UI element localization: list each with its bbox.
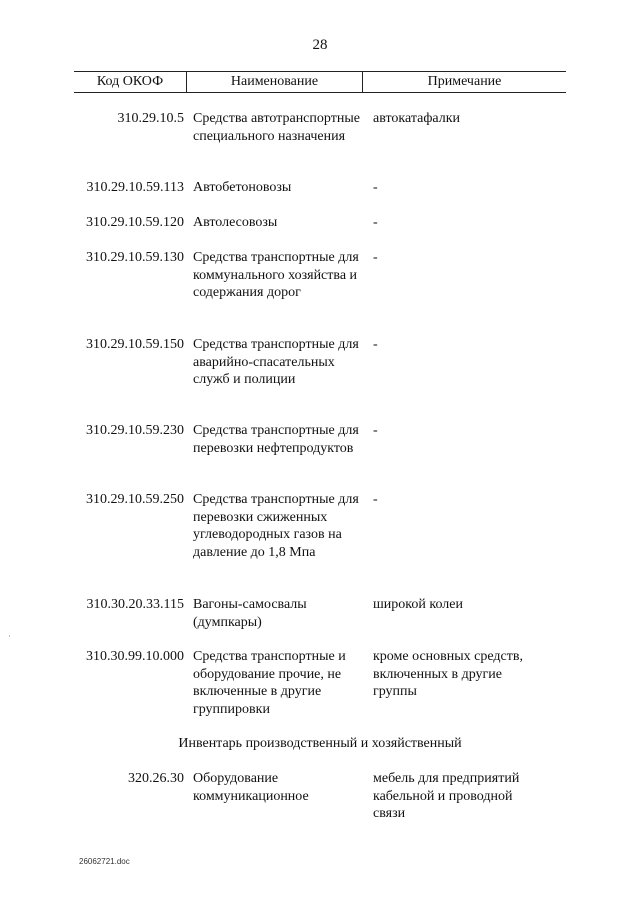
- row-code: 310.29.10.59.230: [86, 423, 184, 438]
- row-name: Средства автотранспортные специального назначения: [193, 111, 360, 144]
- row-name: Автобетоновозы: [193, 180, 292, 195]
- row-code: 310.30.99.10.000: [86, 649, 184, 664]
- row-name: Автолесовозы: [193, 215, 278, 230]
- header-note: Примечание: [427, 74, 502, 89]
- header-name: Наименование: [187, 72, 363, 92]
- row-note: автокатафалки: [373, 111, 461, 126]
- row-note: кроме основных средств, включенных в другие группы: [373, 649, 523, 699]
- row-name: Оборудование коммуникационное: [193, 771, 309, 804]
- row-name: Средства транспортные для перевозки сжиженных углеводородных газов на давление до 1,8 Мпа: [193, 492, 359, 560]
- page-number: 28: [312, 37, 328, 53]
- header-code: Код ОКОФ: [74, 72, 187, 92]
- table-header: [74, 71, 566, 93]
- row-name: Средства транспортные для аварийно-спасательных служб и полиции: [193, 337, 359, 387]
- row-note: широкой колеи: [373, 597, 463, 612]
- row-name: Средства транспортные для коммунального хозяйства и содержания дорог: [193, 250, 359, 300]
- row-note: -: [373, 215, 378, 230]
- footer-filename: 26062721.doc: [79, 857, 130, 866]
- row-note: мебель для предприятий кабельной и проводной связи: [373, 771, 520, 821]
- row-code: 310.29.10.59.130: [86, 250, 184, 265]
- row-code: 310.29.10.59.113: [86, 180, 184, 195]
- row-name: Средства транспортные и оборудование прочие, не включенные в другие группировки: [193, 649, 346, 717]
- row-code: 310.30.20.33.115: [86, 597, 184, 612]
- row-name: Средства транспортные для перевозки нефтепродуктов: [193, 423, 359, 456]
- row-note: -: [373, 492, 378, 507]
- row-note: -: [373, 180, 378, 195]
- row-note: -: [373, 250, 378, 265]
- row-code: 320.26.30: [128, 771, 184, 786]
- row-note: -: [373, 423, 378, 438]
- margin-mark: ·: [8, 631, 11, 641]
- row-note: -: [373, 337, 378, 352]
- row-code: 310.29.10.59.250: [86, 492, 184, 507]
- row-code: 310.29.10.5: [117, 111, 184, 126]
- section-title: Инвентарь производственный и хозяйственный: [178, 736, 462, 751]
- row-code: 310.29.10.59.150: [86, 337, 184, 352]
- row-code: 310.29.10.59.120: [86, 215, 184, 230]
- row-name: Вагоны-самосвалы (думпкары): [193, 597, 307, 630]
